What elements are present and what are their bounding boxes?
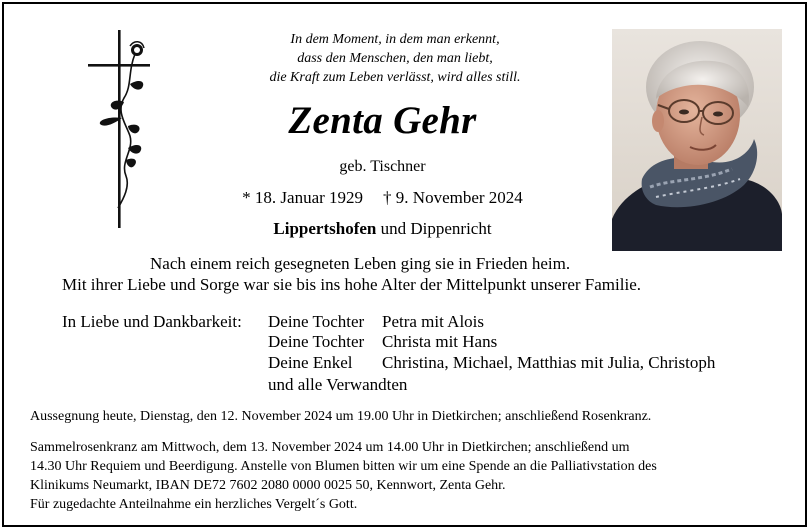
mourner-names: Christina, Michael, Matthias mit Julia, Christoph: [382, 353, 716, 372]
quote-line: dass den Menschen, den man liebt,: [297, 51, 493, 66]
quote-line: In dem Moment, in dem man erkennt,: [290, 32, 500, 47]
cross-with-rose-icon: [80, 26, 160, 231]
born-name: geb. Tischner: [339, 158, 426, 175]
memorial-quote: [190, 30, 600, 87]
place-primary: Lippertshofen: [273, 219, 377, 238]
details-line: Für zugedachte Anteilnahme ein herzliches Vergelt´s Gott.: [30, 497, 358, 512]
mourners-intro: In Liebe und Dankbarkeit:: [62, 312, 242, 331]
details-line: Klinikums Neumarkt, IBAN DE72 7602 2080 0000 0025 50, Kennwort, Zenta Gehr.: [30, 478, 506, 493]
mourner-relation: Deine Tochter: [268, 332, 365, 351]
mourner-names: Christa mit Hans: [382, 332, 498, 351]
places: [190, 219, 575, 239]
birth-date: * 18. Januar 1929: [242, 188, 364, 207]
portrait-photo: [612, 29, 782, 251]
mourner-relation: Deine Enkel: [268, 353, 353, 372]
mourner-row: [268, 330, 497, 353]
mourners-closing: und alle Verwandten: [268, 375, 408, 394]
details-line: 14.30 Uhr Requiem und Beerdigung. Anstelle von Blumen bitten wir um eine Spende an die Palliativstation des: [30, 459, 657, 474]
mourner-row: [268, 351, 715, 374]
mourner-relation: Deine Tochter: [268, 312, 365, 331]
details-notice: [30, 438, 785, 514]
deceased-name: Zenta Gehr: [288, 99, 477, 142]
funeral-notice: Aussegnung heute, Dienstag, den 12. November 2024 um 19.00 Uhr in Dietkirchen; anschließend Rosenkranz.: [30, 409, 652, 424]
mourner-names: Petra mit Alois: [382, 312, 484, 331]
message-line: Nach einem reich gesegneten Leben ging sie in Frieden heim.: [150, 254, 571, 273]
message-line: Mit ihrer Liebe und Sorge war sie bis ins hohe Alter der Mittelpunkt unserer Familie.: [62, 275, 641, 294]
quote-line: die Kraft zum Leben verlässt, wird alles still.: [269, 70, 521, 85]
death-date: † 9. November 2024: [383, 188, 523, 207]
place-secondary: und Dippenricht: [376, 219, 492, 238]
life-dates: [190, 188, 575, 208]
details-line: Sammelrosenkranz am Mittwoch, dem 13. November 2024 um 14.00 Uhr in Dietkirchen; anschließend um: [30, 440, 630, 455]
